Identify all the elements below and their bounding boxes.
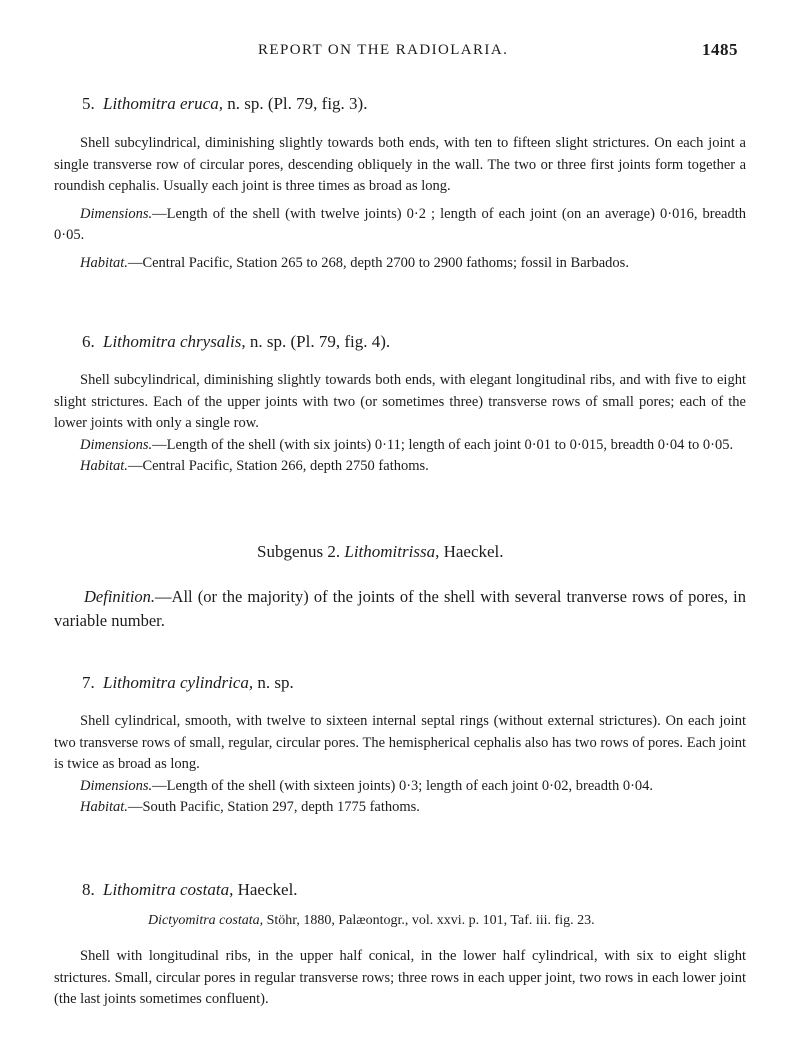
species-6-habitat (54, 456, 746, 478)
running-header-title: REPORT ON THE RADIOLARIA. (258, 42, 509, 58)
species-7-suffix: n. sp. (257, 673, 294, 692)
subgenus-prefix: Subgenus 2. (257, 542, 341, 561)
species-7-body (54, 711, 746, 819)
species-6-suffix: n. sp. (Pl. 79, fig. 4). (249, 332, 391, 351)
species-5-suffix: n. sp. (Pl. 79, fig. 3). (227, 94, 368, 113)
subgenus-heading (257, 542, 504, 562)
dimensions-text: —Length of the shell (with twelve joints) 0·2 ; length of each joint (on an average) 0·016, breadth 0·05. (54, 205, 746, 243)
species-8-suffix: Haeckel. (237, 880, 298, 899)
definition-label: Definition. (84, 587, 156, 606)
species-6-description: Shell subcylindrical, diminishing slightly towards both ends, with elegant longitudinal ribs, and with five to eight slight strictures. Each of the upper joints with two (or sometimes three) transverse rows of small pores; each of the lower joints with only a single row. (54, 372, 746, 431)
species-8-body (54, 946, 746, 1011)
species-7-heading (82, 673, 294, 693)
page-number: 1485 (702, 40, 738, 59)
species-6-number: 6. (82, 332, 95, 351)
definition-text: —All (or the majority) of the joints of the shell with several tranverse rows of pores, in variable number. (54, 587, 746, 630)
species-8-name: Lithomitra costata, (103, 880, 234, 899)
dimensions-label: Dimensions. (80, 777, 153, 794)
species-7-name: Lithomitra cylindrica, (103, 673, 254, 692)
species-7-description: Shell cylindrical, smooth, with twelve to sixteen internal septal rings (without external strictures). On each joint two transverse rows of small, regular, circular pores. The hemispherical cephalis also has two rows of pores. Each joint is twice as broad as long. (54, 713, 746, 772)
species-6-heading (82, 332, 390, 352)
species-7-habitat (54, 797, 746, 819)
species-7-number: 7. (82, 673, 95, 692)
species-6-dimensions (54, 435, 746, 457)
subgenus-definition (54, 585, 746, 633)
species-6-body (54, 370, 746, 478)
species-6-name: Lithomitra chrysalis, (103, 332, 246, 351)
species-5-number: 5. (82, 94, 95, 113)
species-5-description: Shell subcylindrical, diminishing slightly towards both ends, with ten to fifteen slight strictures. On each joint a single transverse row of circular pores, descending obliquely in the wall. The two or three first joints form together a roundish cephalis. Usually each joint is three times as broad as long. (54, 135, 746, 194)
dimensions-text: —Length of the shell (with six joints) 0·11; length of each joint 0·01 to 0·015, breadth 0·04 to 0·05. (152, 436, 734, 453)
species-5-name: Lithomitra eruca, (103, 94, 223, 113)
species-5-heading (82, 94, 367, 114)
dimensions-label: Dimensions. (80, 436, 153, 453)
species-8-number: 8. (82, 880, 95, 899)
species-8-heading (82, 880, 298, 900)
dimensions-text: —Length of the shell (with sixteen joints) 0·3; length of each joint 0·02, breadth 0·04. (152, 777, 654, 794)
species-8-citation (148, 913, 595, 929)
subgenus-author: Haeckel. (443, 542, 504, 561)
citation-name: Dictyomitra costata, (148, 913, 264, 928)
species-5-dimensions (54, 204, 746, 247)
habitat-text: —Central Pacific, Station 266, depth 2750 fathoms. (127, 458, 429, 474)
subgenus-name: Lithomitrissa, (344, 542, 440, 561)
species-5-habitat (54, 253, 746, 275)
habitat-label: Habitat. (80, 458, 128, 474)
species-7-dimensions (54, 776, 746, 798)
definition-paragraph (54, 585, 746, 633)
habitat-label: Habitat. (80, 254, 128, 271)
habitat-text: —South Pacific, Station 297, depth 1775 fathoms. (127, 799, 420, 815)
species-5-body (54, 133, 746, 274)
dimensions-label: Dimensions. (80, 205, 153, 222)
habitat-label: Habitat. (80, 799, 128, 815)
species-8-description: Shell with longitudinal ribs, in the upper half conical, in the lower half cylindrical, with six to eight slight strictures. Small, circular pores in regular transverse rows; three rows in each upper joint, two rows in each lower joint (the last joints sometimes confluent). (54, 948, 746, 1007)
habitat-text: —Central Pacific, Station 265 to 268, depth 2700 to 2900 fathoms; fossil in Barbados. (127, 254, 629, 271)
citation-text: Stöhr, 1880, Palæontogr., vol. xxvi. p. 101, Taf. iii. fig. 23. (266, 913, 595, 928)
